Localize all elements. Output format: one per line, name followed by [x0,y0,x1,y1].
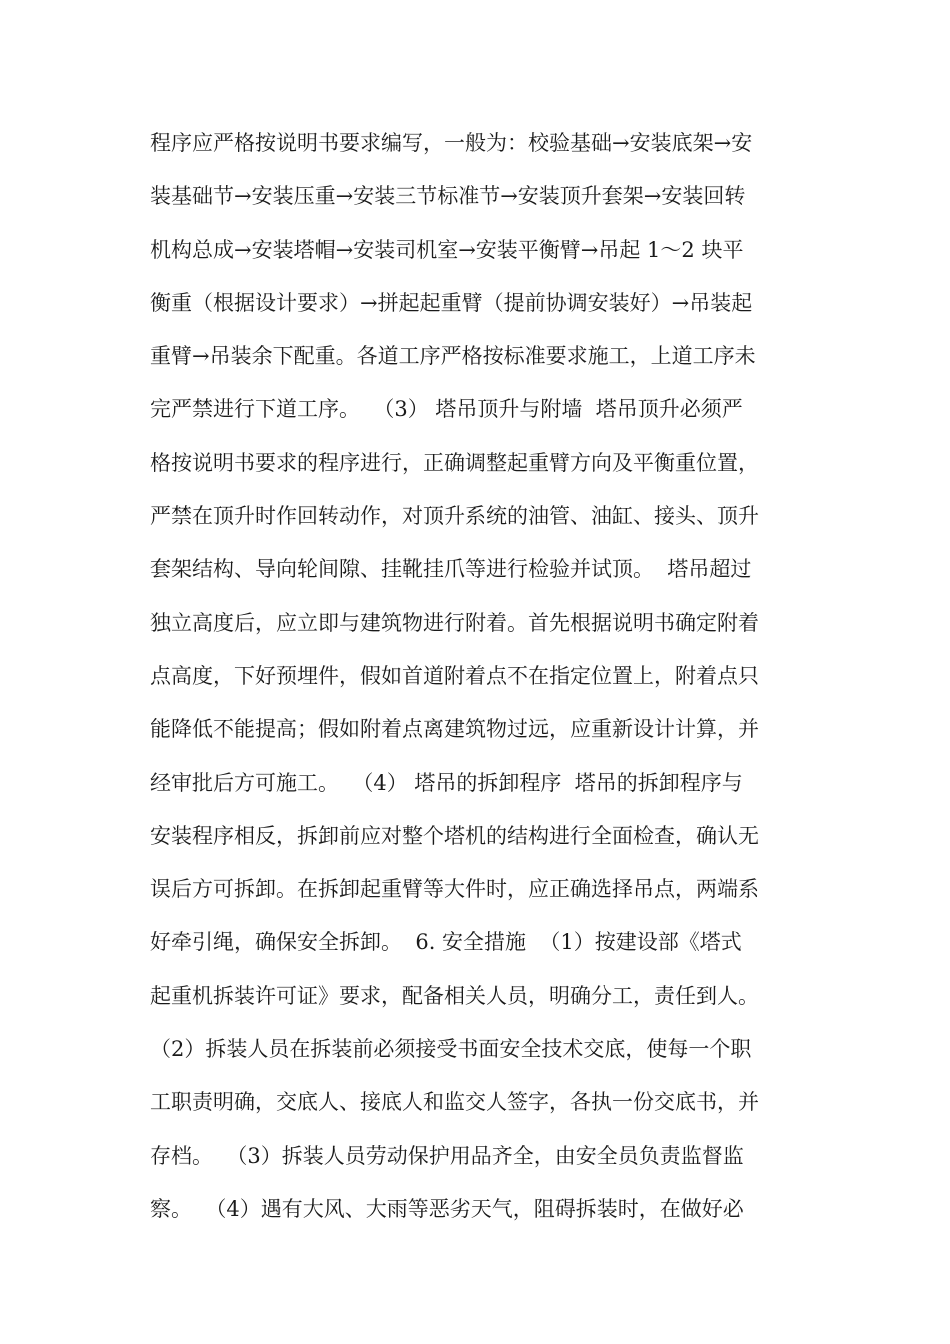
text-line: 独立高度后，应立即与建筑物进行附着。首先根据说明书确定附着 [150,610,759,635]
text-line: 工职责明确，交底人、接底人和监交人签字，各执一份交底书，并 [150,1090,759,1115]
text-line: 完严禁进行下道工序。 （3） 塔吊顶升与附墙 塔吊顶升必须严 [150,397,743,422]
text-line: 机构总成→安装塔帽→安装司机室→安装平衡臂→吊起 1～2 块平 [150,237,744,262]
text-line: 格按说明书要求的程序进行，正确调整起重臂方向及平衡重位置， [150,450,759,475]
text-line: 好牵引绳，确保安全拆卸。 6. 安全措施 （1）按建设部《塔式 [150,930,742,955]
text-line: 误后方可拆卸。在拆卸起重臂等大件时，应正确选择吊点，两端系 [150,877,759,902]
text-line: 察。 （4）遇有大风、大雨等恶劣天气，阻碍拆装时，在做好必 [150,1196,744,1221]
text-line: 点高度，下好预埋件，假如首道附着点不在指定位置上，附着点只 [150,663,759,688]
text-line: 套架结构、导向轮间隙、挂靴挂爪等进行检验并试顶。 塔吊超过 [150,557,752,582]
text-line: 装基础节→安装压重→安装三节标准节→安装顶升套架→安装回转 [150,184,746,209]
text-line: 经审批后方可施工。 （4） 塔吊的拆卸程序 塔吊的拆卸程序与 [150,770,743,795]
text-line: 衡重（根据设计要求）→拼起起重臂（提前协调安装好）→吊装起 [150,290,753,315]
text-line: 重臂→吊装余下配重。各道工序严格按标准要求施工，上道工序未 [150,344,756,369]
text-line: 起重机拆装许可证》要求，配备相关人员，明确分工，责任到人。 [150,983,759,1008]
text-line: 存档。 （3）拆装人员劳动保护用品齐全，由安全员负责监督监 [150,1143,744,1168]
body-text [150,117,810,1236]
text-line: 安装程序相反，拆卸前应对整个塔机的结构进行全面检查，确认无 [150,823,759,848]
text-line: （2）拆装人员在拆装前必须接受书面安全技术交底，使每一个职 [150,1037,752,1062]
text-line: 能降低不能提高；假如附着点离建筑物过远，应重新设计计算，并 [150,717,759,742]
text-line: 程序应严格按说明书要求编写，一般为：校验基础→安装底架→安 [150,131,753,155]
text-line: 严禁在顶升时作回转动作，对顶升系统的油管、油缸、接头、顶升 [150,504,759,529]
